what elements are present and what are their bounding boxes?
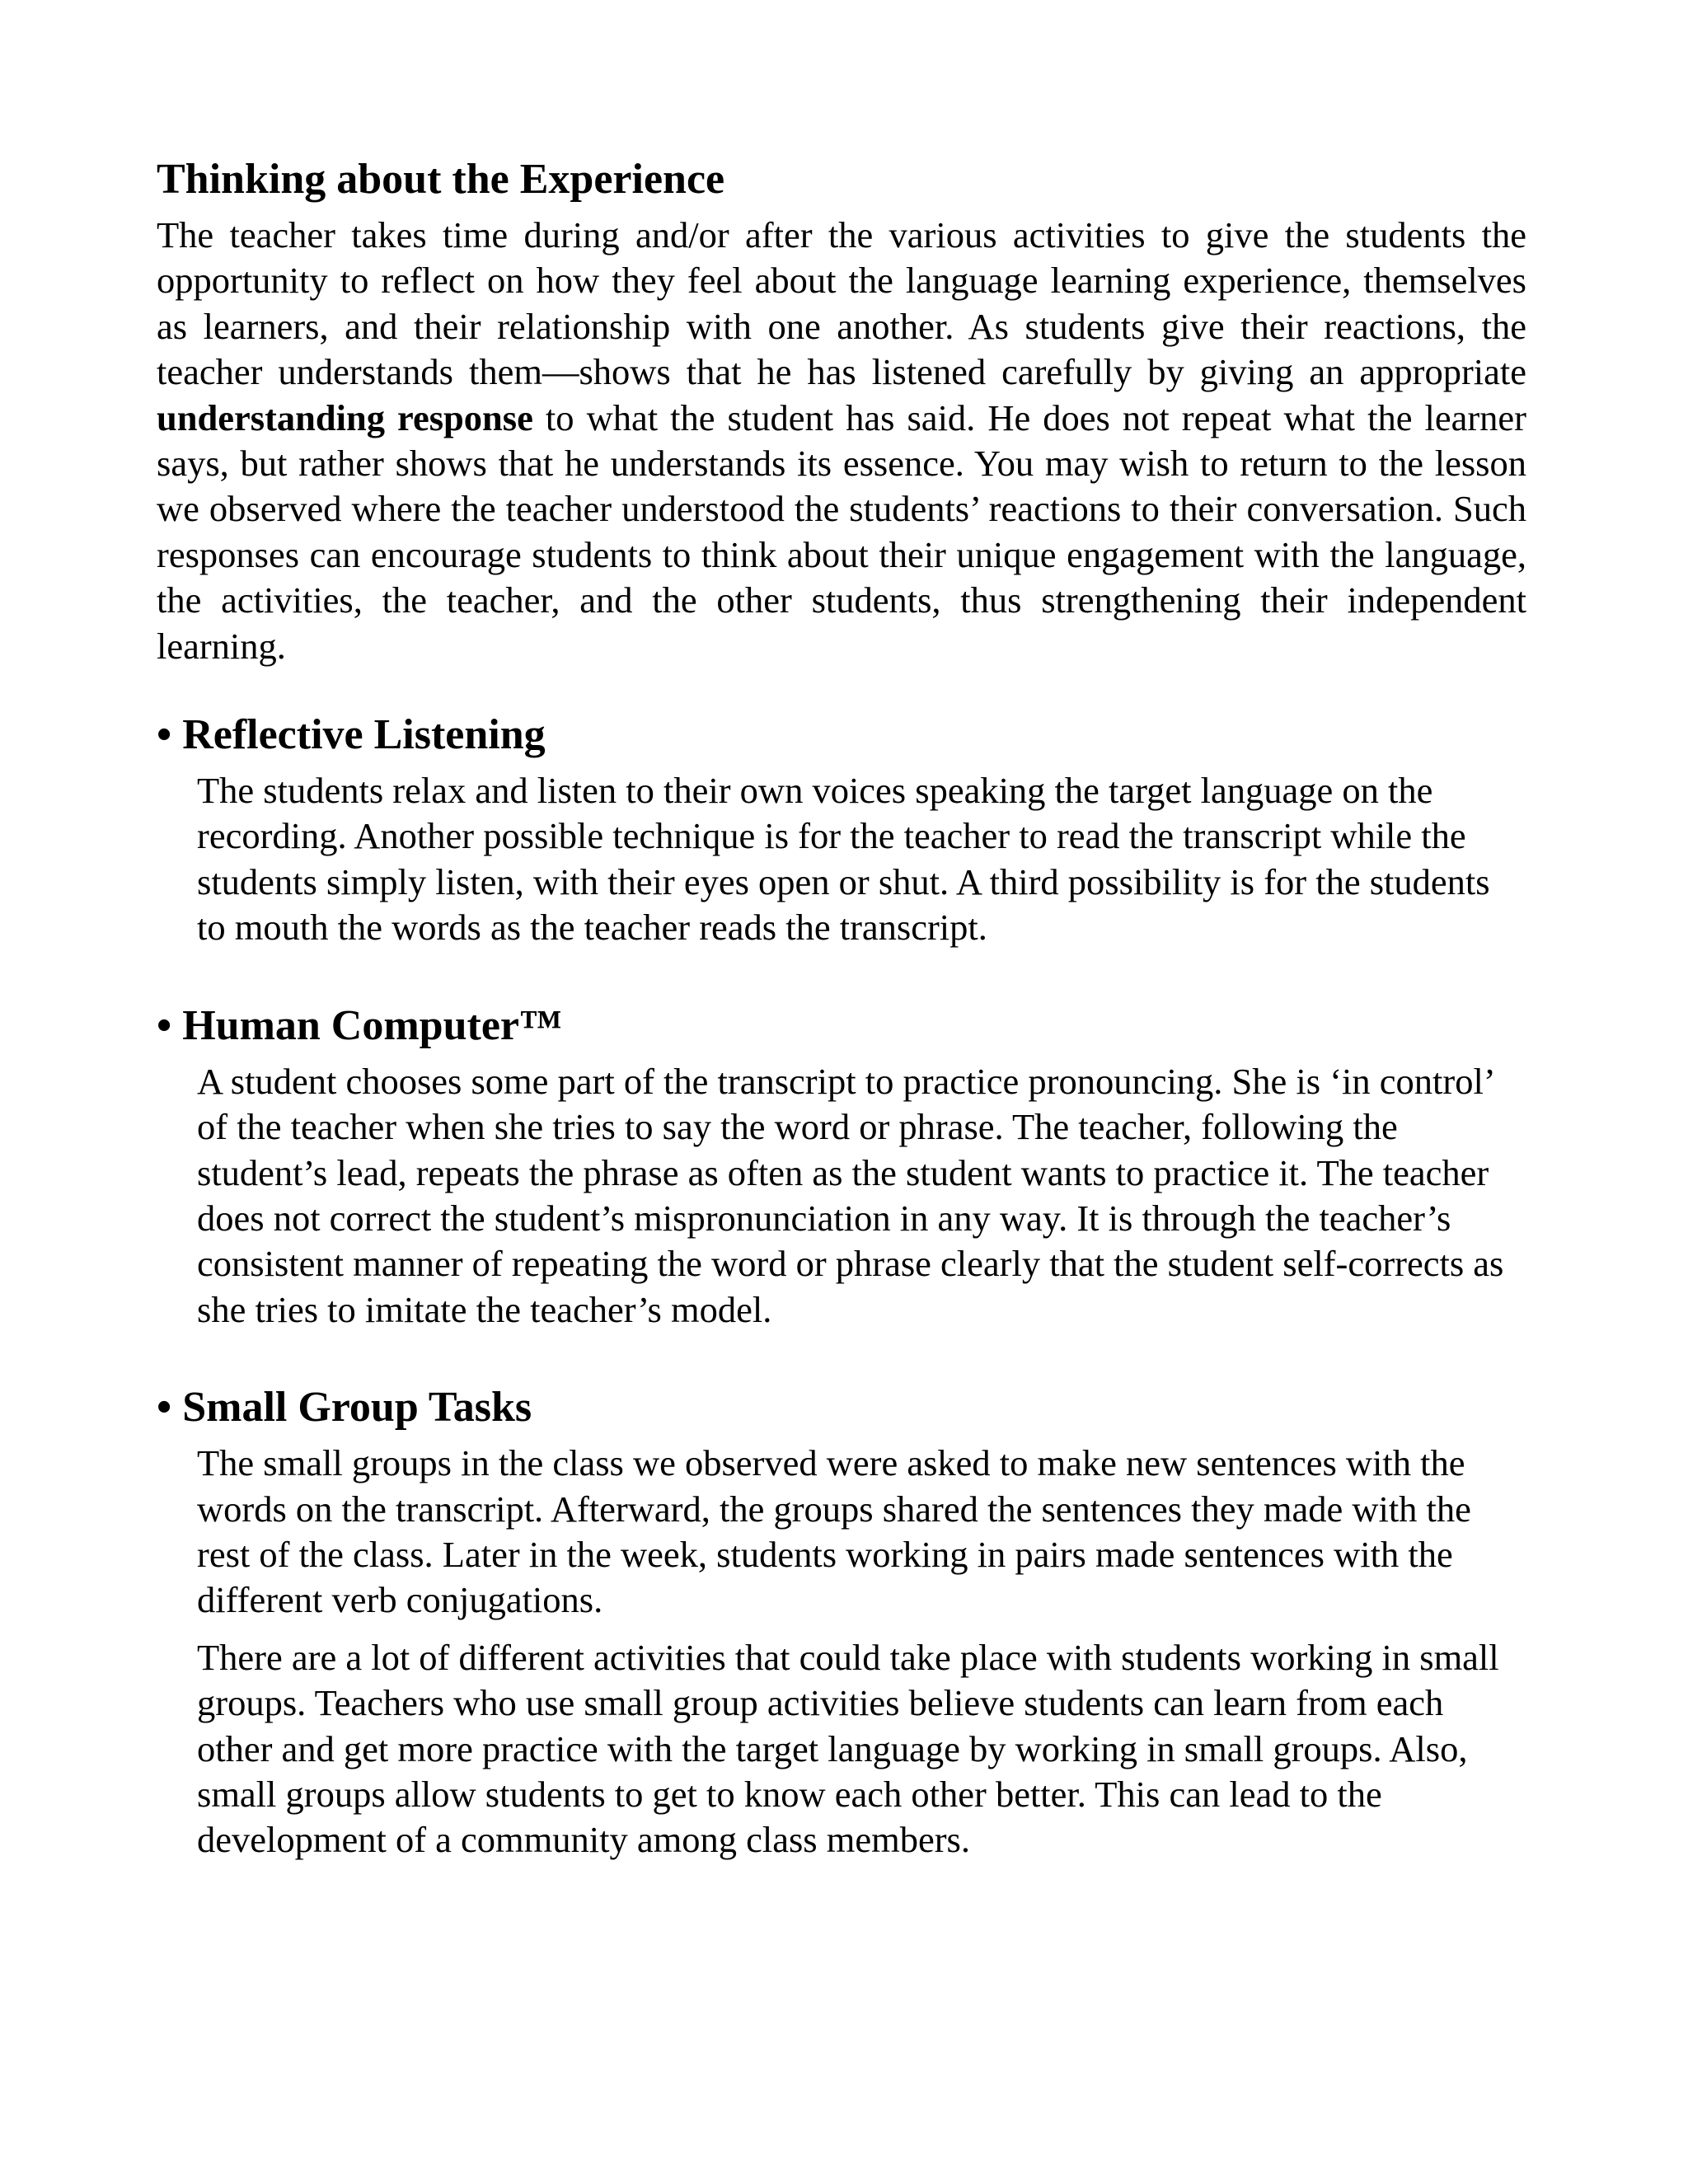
section-heading-small-group-tasks: • Small Group Tasks xyxy=(157,1384,532,1432)
section-heading-thinking: Thinking about the Experience xyxy=(157,156,725,203)
section-heading-human-computer: • Human Computer™ xyxy=(157,1001,562,1049)
reflective-listening-paragraph: The students relax and listen to their own voices speaking the target language on the recording. Another possible technique is for the teacher to read the transcript while the students simply listen, with their eyes open or shut. A third possibility is for the students to mouth the words as the teacher reads the transcript. xyxy=(197,770,1490,949)
section-heading-reflective-listening: • Reflective Listening xyxy=(157,711,546,759)
intro-text-post: to what the student has said. He does not repeat what the learner says, but rather shows that he understands its essence. You may wish to return to the lesson we observed where the teacher understood the students’ reactions to their conversation. Such responses can encourage students to think about their unique engagement with the language, the activities, the teacher, and the other students, thus strengthening their independent learning. xyxy=(157,396,1526,667)
small-group-tasks-paragraph-2: There are a lot of different activities that could take place with students working in small groups. Teachers who use small group activities believe students can learn from each other and get more practice with the target language by working in small groups. Also, small groups allow students to get to know each other better. This can lead to the development of a community among class members. xyxy=(197,1636,1499,1861)
intro-paragraph xyxy=(157,213,1526,669)
intro-bold-term: understanding response xyxy=(157,396,533,438)
small-group-tasks-paragraph-1: The small groups in the class we observed were asked to make new sentences with the words on the transcript. Afterward, the groups shared the sentences they made with the rest of the class. Later in the week, students working in pairs made sentences with the different verb conjugations. xyxy=(197,1442,1471,1621)
document-page xyxy=(157,150,1526,1863)
human-computer-paragraph: A student chooses some part of the transcript to practice pronouncing. She is ‘in control’ of the teacher when she tries to say the word or phrase. The teacher, following the student’s lead, repeats the phrase as often as the student wants to practice it. The teacher does not correct the student’s mispronunciation in any way. It is through the teacher’s consistent manner of repeating the word or phrase clearly that the student self-corrects as she tries to imitate the teacher’s model. xyxy=(197,1060,1504,1330)
intro-text-pre: The teacher takes time during and/or after the various activities to give the students the opportunity to reflect on how they feel about the language learning experience, themselves as learners, and their relationship with one another. As students give their reactions, the teacher understands them—shows that he has listened carefully by giving an appropriate xyxy=(157,214,1526,393)
